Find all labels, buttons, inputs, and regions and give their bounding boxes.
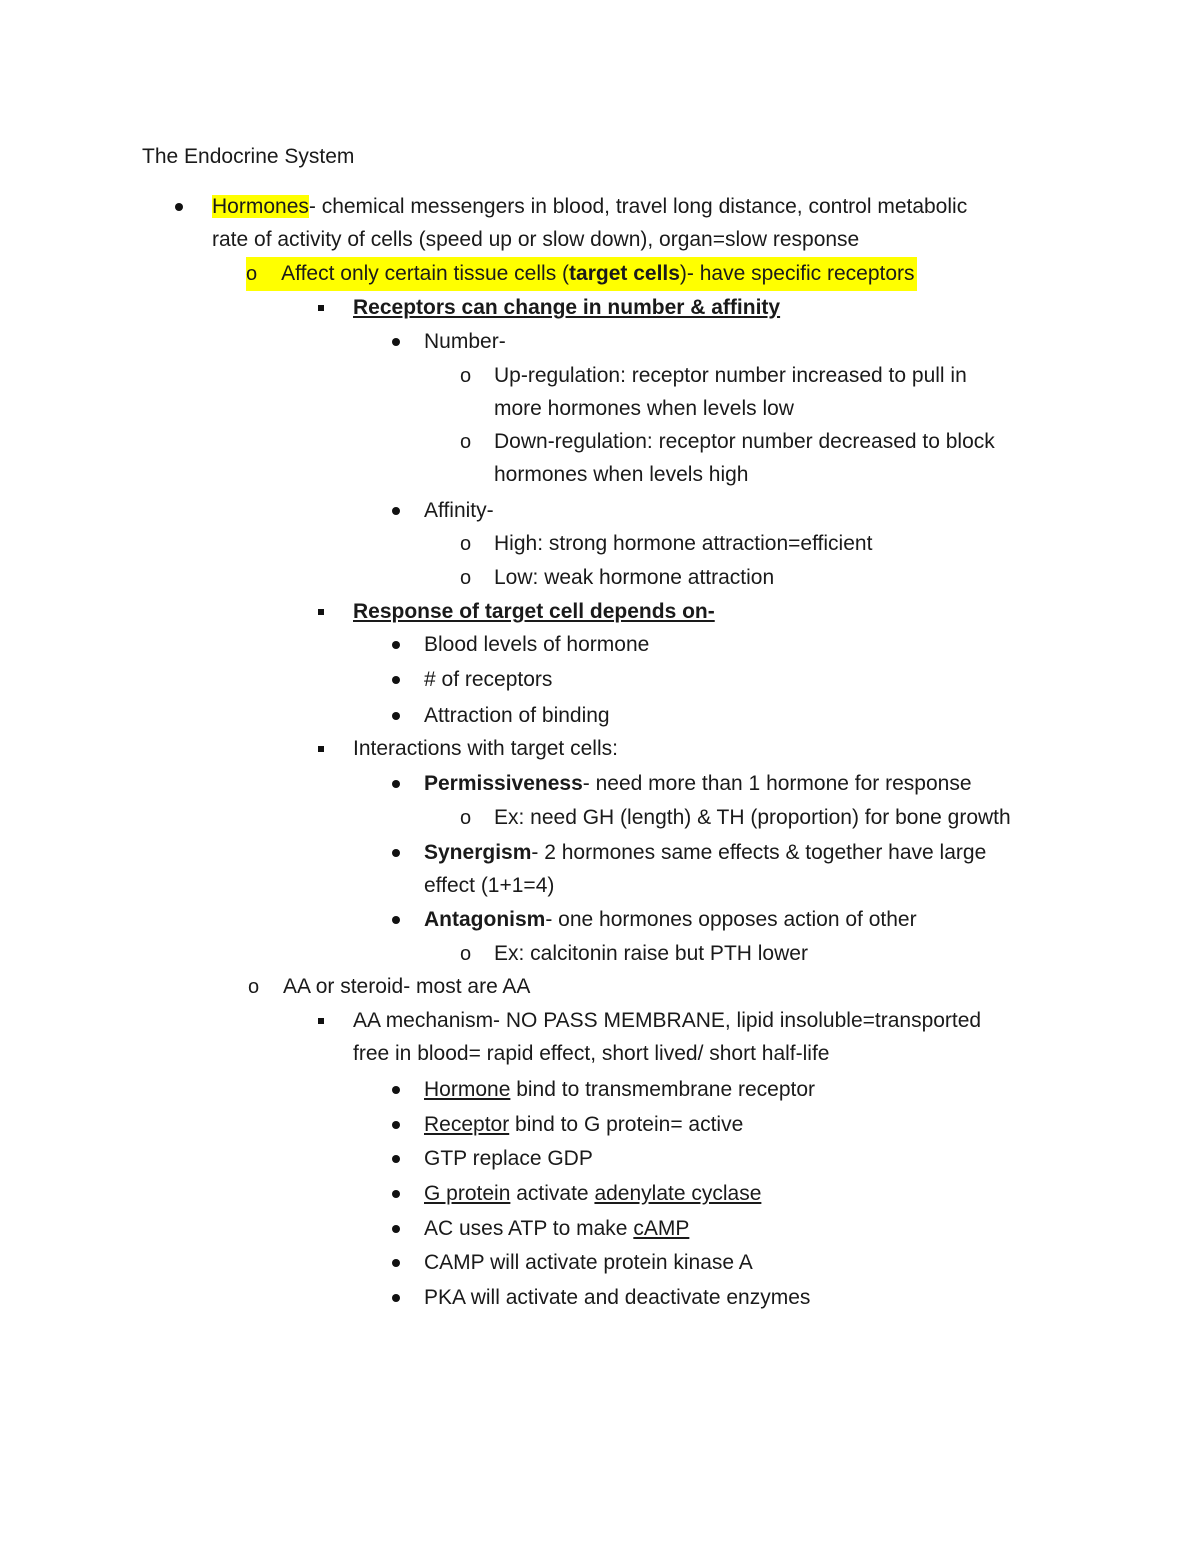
circle-bullet: o	[460, 533, 472, 555]
target-cells-line: o Affect only certain tissue cells (target cells)- have specific receptors	[246, 257, 917, 291]
synergism-item-2: effect (1+1=4)	[424, 874, 555, 897]
circle-bullet: o	[460, 431, 472, 453]
bullet-marker	[392, 494, 400, 515]
circle-bullet: o	[460, 807, 472, 829]
down-regulation-line-2: hormones when levels high	[494, 463, 749, 486]
circle-bullet: o	[248, 976, 260, 998]
hormones-line	[212, 190, 967, 224]
bullet-marker	[392, 1108, 400, 1129]
response-heading: Response of target cell depends on-	[353, 600, 715, 623]
square-bullet	[318, 732, 324, 752]
up-regulation-line-2: more hormones when levels low	[494, 397, 794, 420]
permissiveness-item: Permissiveness- need more than 1 hormone for response	[424, 772, 972, 795]
bullet-marker	[392, 325, 400, 346]
mechanism-step: GTP replace GDP	[424, 1147, 593, 1170]
mechanism-step: G protein activate adenylate cyclase	[424, 1182, 762, 1205]
circle-bullet: o	[460, 365, 472, 387]
antagonism-item: Antagonism- one hormones opposes action of other	[424, 908, 917, 931]
page-title: The Endocrine System	[142, 145, 355, 168]
up-regulation-line: Up-regulation: receptor number increased to pull in	[494, 364, 967, 387]
antagonism-example: Ex: calcitonin raise but PTH lower	[494, 942, 808, 965]
aa-mechanism-line-2: free in blood= rapid effect, short lived/ short half-life	[353, 1042, 830, 1065]
response-item: Blood levels of hormone	[424, 633, 650, 656]
square-bullet	[318, 595, 324, 615]
bullet-marker	[392, 1177, 400, 1198]
bullet-marker	[392, 1073, 400, 1094]
circle-bullet: o	[460, 567, 472, 589]
low-affinity-line: Low: weak hormone attraction	[494, 566, 775, 589]
circle-bullet: o	[246, 263, 258, 285]
bullet-marker	[392, 1212, 400, 1233]
mechanism-step: Hormone bind to transmembrane receptor	[424, 1078, 816, 1101]
bullet-marker	[392, 767, 400, 788]
synergism-item: Synergism- 2 hormones same effects & together have large	[424, 841, 987, 864]
response-item: # of receptors	[424, 668, 553, 691]
hormones-term: Hormones	[212, 195, 309, 218]
aa-steroid-line: AA or steroid- most are AA	[283, 975, 531, 998]
receptors-heading: Receptors can change in number & affinity	[353, 296, 781, 319]
mechanism-step: PKA will activate and deactivate enzymes	[424, 1286, 811, 1309]
number-item: Number-	[424, 330, 506, 353]
bullet-marker	[392, 699, 400, 720]
square-bullet	[318, 291, 324, 311]
bullet-marker	[392, 1281, 400, 1302]
hormones-desc: - chemical messengers in blood, travel long distance, control metabolic	[308, 195, 968, 218]
mechanism-step: AC uses ATP to make cAMP	[424, 1217, 690, 1240]
bullet-marker	[392, 1246, 400, 1267]
bullet-marker	[392, 628, 400, 649]
bullet-marker	[392, 836, 400, 857]
circle-bullet: o	[460, 943, 472, 965]
permissiveness-example: Ex: need GH (length) & TH (proportion) for bone growth	[494, 806, 1011, 829]
affinity-item: Affinity-	[424, 499, 494, 522]
bullet-marker	[175, 190, 183, 211]
response-item: Attraction of binding	[424, 704, 610, 727]
high-affinity-line: High: strong hormone attraction=efficient	[494, 532, 873, 555]
hormones-line-2: rate of activity of cells (speed up or slow down), organ=slow response	[212, 228, 860, 251]
interactions-heading: Interactions with target cells:	[353, 737, 618, 760]
mechanism-step: Receptor bind to G protein= active	[424, 1113, 744, 1136]
mechanism-step: CAMP will activate protein kinase A	[424, 1251, 753, 1274]
bullet-marker	[392, 663, 400, 684]
square-bullet	[318, 1004, 324, 1024]
bullet-marker	[392, 1142, 400, 1163]
aa-mechanism-line: AA mechanism- NO PASS MEMBRANE, lipid insoluble=transported	[353, 1009, 982, 1032]
down-regulation-line: Down-regulation: receptor number decreased to block	[494, 430, 995, 453]
bullet-marker	[392, 903, 400, 924]
